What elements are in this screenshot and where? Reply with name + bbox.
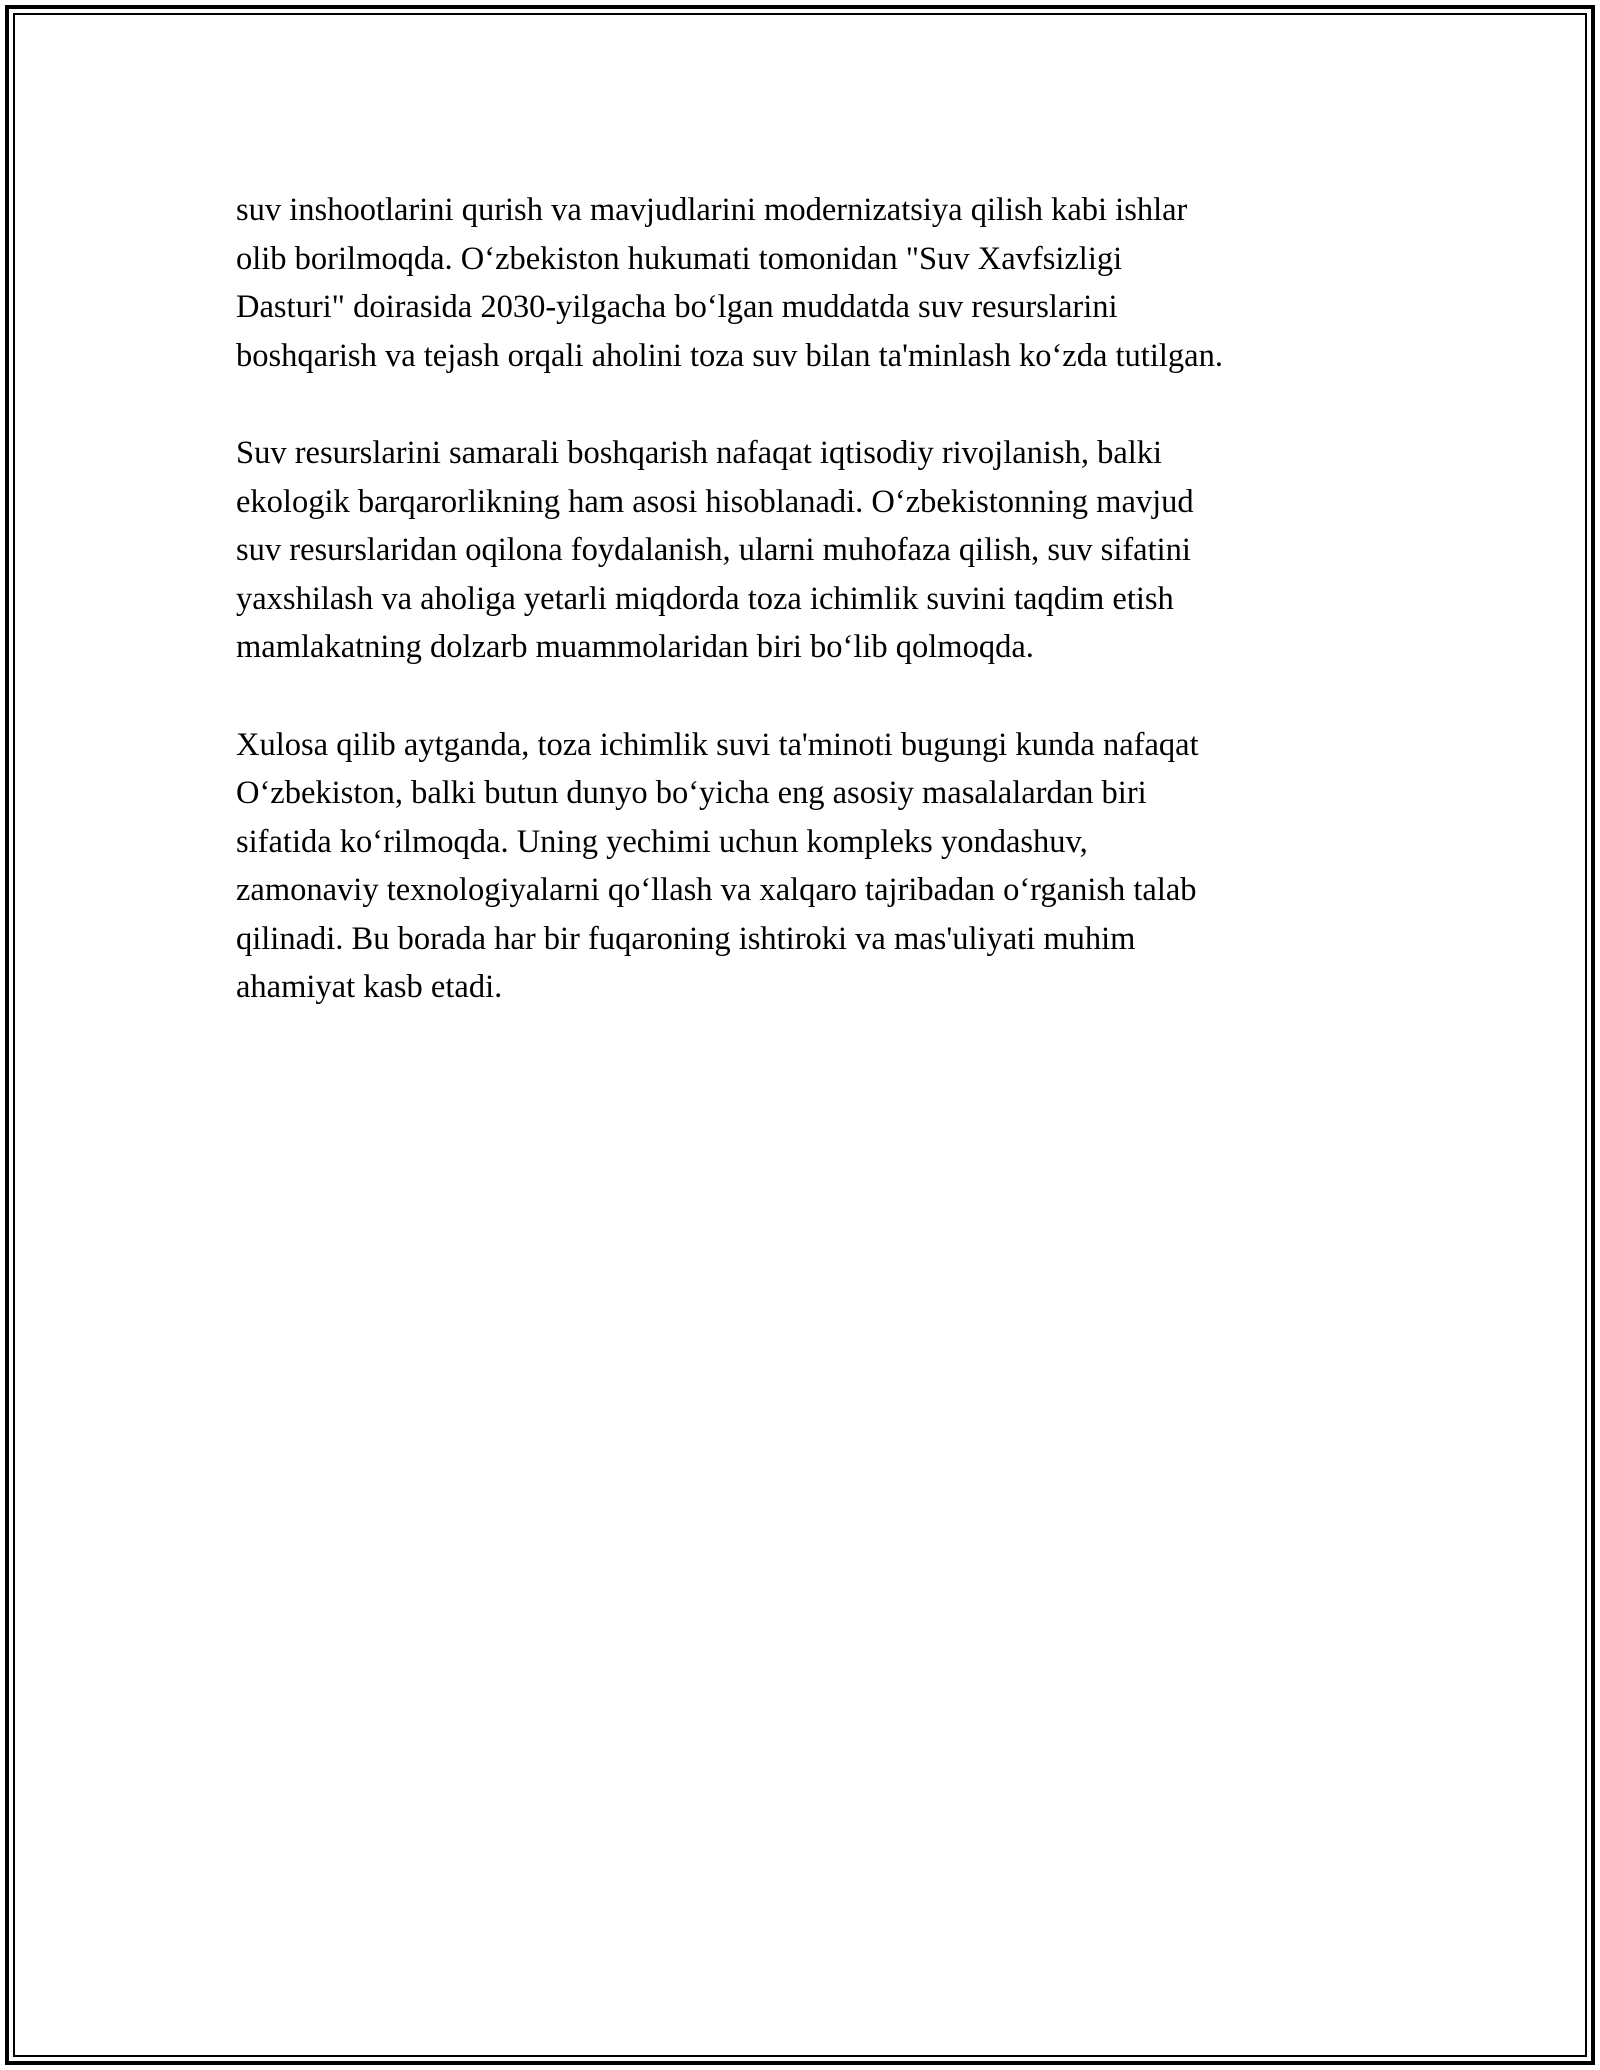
- paragraph-1: [236, 186, 1366, 380]
- text-line: yaxshilash va aholiga yetarli miqdorda toza ichimlik suvini taqdim etish: [236, 580, 1174, 617]
- text-line: zamonaviy texnologiyalarni qo‘llash va xalqaro tajribadan o‘rganish talab: [236, 872, 1197, 908]
- text-line: mamlakatning dolzarb muammolaridan biri bo‘lib qolmoqda.: [236, 629, 1034, 665]
- document-body: [236, 186, 1366, 1061]
- text-line: O‘zbekiston, balki butun dunyo bo‘yicha eng asosiy masalalardan biri: [236, 775, 1147, 811]
- text-line: olib borilmoqda. O‘zbekiston hukumati tomonidan "Suv Xavfsizligi: [236, 240, 1123, 277]
- text-line: suv inshootlarini qurish va mavjudlarini modernizatsiya qilish kabi ishlar: [236, 192, 1188, 228]
- text-line: ahamiyat kasb etadi.: [236, 969, 503, 1005]
- text-line: Xulosa qilib aytganda, toza ichimlik suvi ta'minoti bugungi kunda nafaqat: [236, 726, 1199, 763]
- text-line: boshqarish va tejash orqali aholini toza suv bilan ta'minlash ko‘zda tutilgan.: [236, 337, 1223, 374]
- paragraph-3: [236, 721, 1366, 1012]
- text-line: suv resurslaridan oqilona foydalanish, ularni muhofaza qilish, suv sifatini: [236, 532, 1191, 568]
- text-line: qilinadi. Bu borada har bir fuqaroning ishtiroki va mas'uliyati muhim: [236, 920, 1136, 957]
- text-line: ekologik barqarorlikning ham asosi hisoblanadi. O‘zbekistonning mavjud: [236, 483, 1194, 520]
- paragraph-2: [236, 429, 1366, 672]
- text-line: Dasturi" doirasida 2030-yilgacha bo‘lgan muddatda suv resurslarini: [236, 289, 1118, 325]
- text-line: Suv resurslarini samarali boshqarish nafaqat iqtisodiy rivojlanish, balki: [236, 435, 1163, 471]
- text-line: sifatida ko‘rilmoqda. Uning yechimi uchun kompleks yondashuv,: [236, 823, 1088, 860]
